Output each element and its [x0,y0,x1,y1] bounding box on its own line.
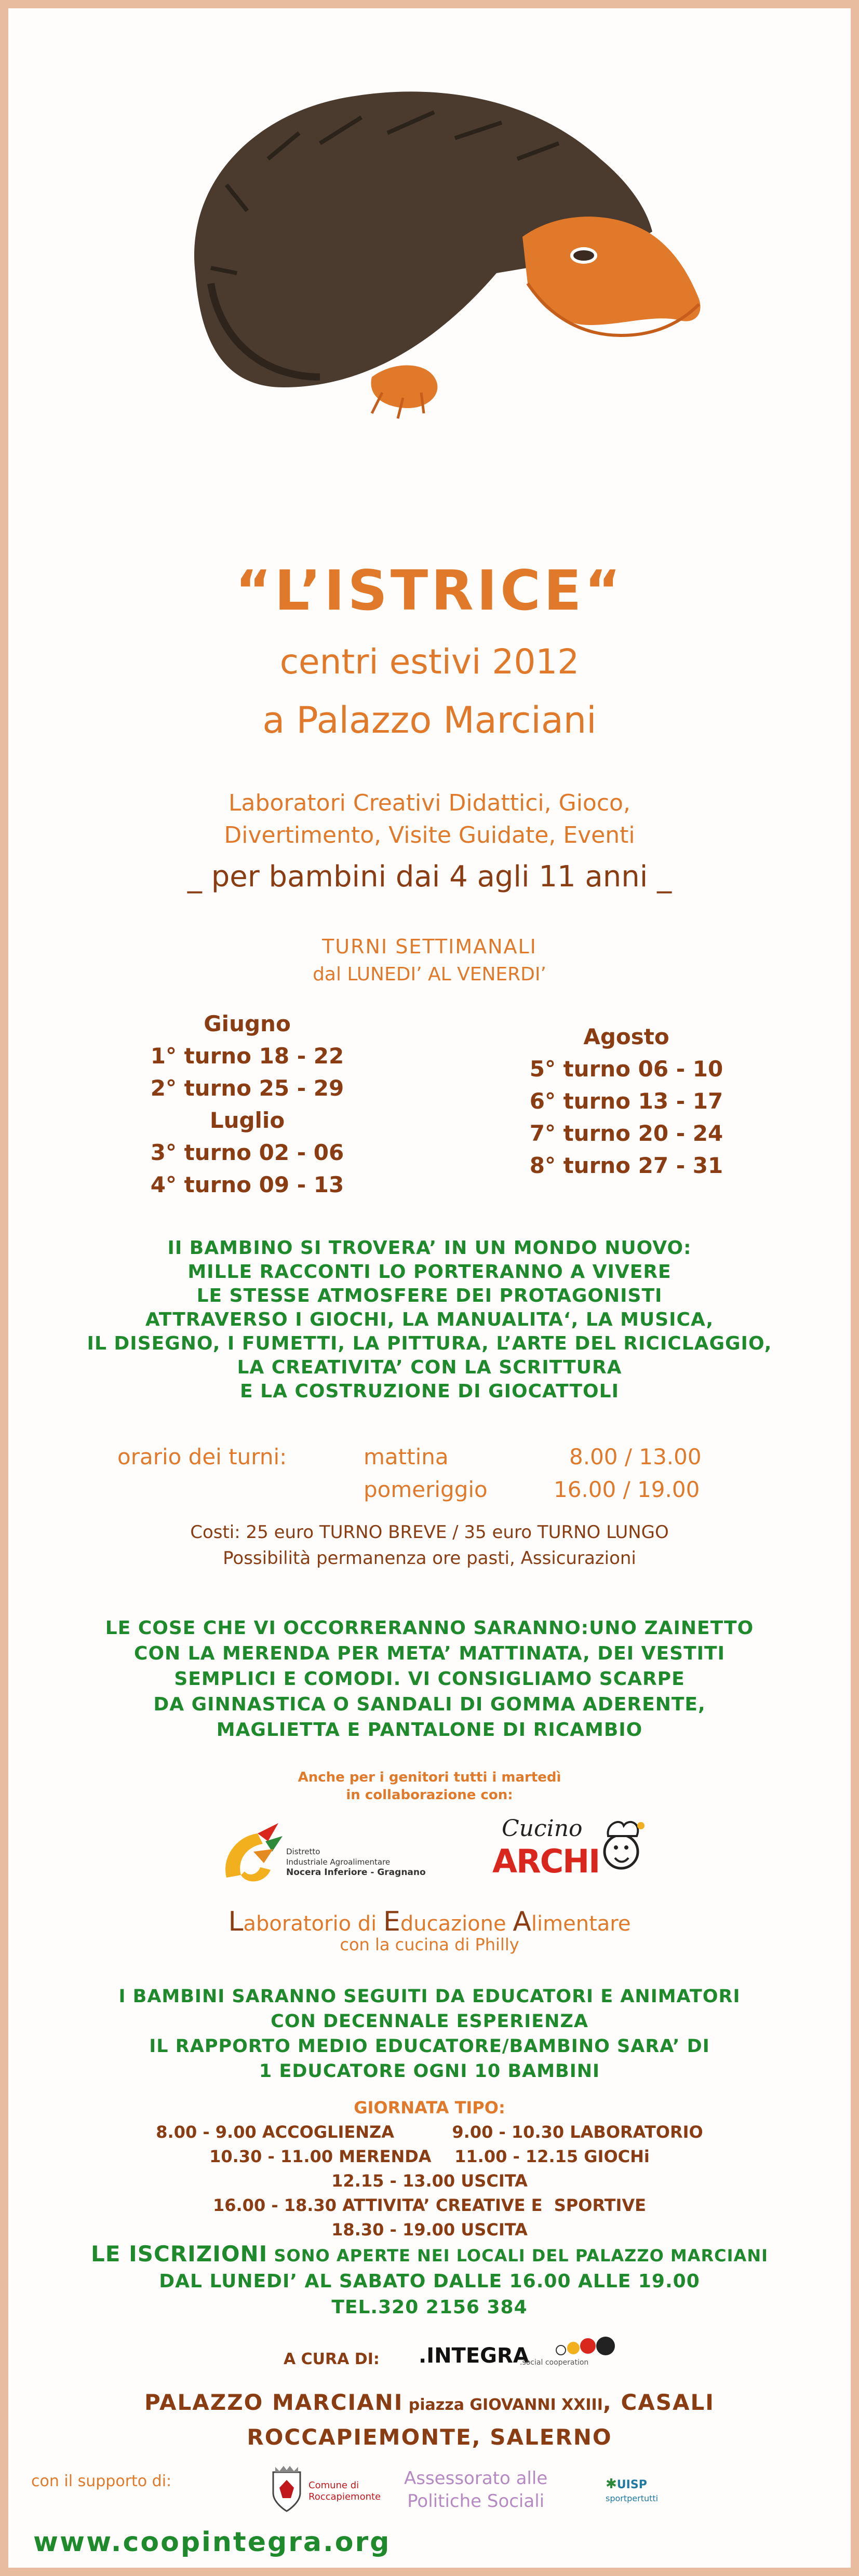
integra-dots-icon [554,2335,626,2361]
lab-initial: A [513,1906,531,1937]
cose-line: MAGLIETTA E PANTALONE DI RICAMBIO [216,1719,643,1741]
iscrizioni-rest: SONO APERTE NEI LOCALI DEL PALAZZO MARCIANI [267,2246,768,2265]
orario-label: orario dei turni: [117,1444,287,1469]
cose-line: SEMPLICI E COMODI. VI CONSIGLIAMO SCARPE [174,1668,685,1690]
distretto-line: Industriale Agroalimentare [286,1857,391,1867]
genitori-line: in collaborazione con: [346,1787,513,1803]
laboratorio-title [8,1906,851,1937]
giornata-heading: GIORNATA TIPO: [354,2098,505,2118]
iscrizioni-line: DAL LUNEDI’ AL SABATO DALLE 16.00 ALLE 19.00 [159,2271,700,2292]
turni-right-column [491,1021,761,1182]
turni-item: 6° turno 13 - 17 [529,1088,723,1114]
palazzo-city: ROCCAPIEMONTE, SALERNO [247,2424,612,2450]
lab-initial: E [383,1906,400,1937]
mondo-line: E LA COSTRUZIONE DI GIOCATTOLI [240,1381,619,1402]
age-range: _ per bambini dai 4 agli 11 anni _ [187,860,672,894]
distretto-text [286,1846,426,1878]
turni-item: 8° turno 27 - 31 [529,1153,723,1178]
turni-item: 7° turno 20 - 24 [529,1121,723,1146]
mondo-line: IL DISEGNO, I FUMETTI, LA PITTURA, L’ARTE DEL RICICLAGGIO, [87,1333,772,1354]
mondo-text [8,1236,851,1404]
educatori-line: I BAMBINI SARANNO SEGUITI DA EDUCATORI E ANIMATORI [118,1986,741,2007]
cose-line: CON LA MERENDA PER META’ MATTINATA, DEI VESTITI [134,1643,725,1664]
iscrizioni-line [8,2241,851,2269]
educatori-text [8,1984,851,2084]
turni-item: Giugno [204,1011,291,1036]
palazzo-name: PALAZZO MARCIANI [144,2390,404,2415]
cose-line: LE COSE CHE VI OCCORRERANNO SARANNO:UNO ZAINETTO [105,1617,754,1639]
uisp-mark-icon: ✱ [606,2476,617,2492]
lab-word: ducazione [400,1912,513,1936]
distretto-line: Distretto [286,1847,320,1856]
educatori-line: IL RAPPORTO MEDIO EDUCATORE/BAMBINO SARA’ DI [149,2036,710,2057]
giornata-line: 12.15 - 13.00 USCITA [331,2171,528,2191]
palazzo-street: piazza GIOVANNI XXIII [403,2396,603,2414]
turni-item: 1° turno 18 - 22 [150,1043,344,1069]
turni-item: 3° turno 02 - 06 [150,1140,344,1165]
cucino-archi-logo [491,1810,647,1893]
giornata-line: 8.00 - 9.00 ACCOGLIENZA 9.00 - 10.30 LABORATORIO [156,2122,703,2142]
assessorato-line: Assessorato alle [404,2468,548,2489]
palazzo-town: , CASALI [602,2390,715,2415]
subtitle-text: centri estivi [279,642,481,682]
costi-line: Costi: 25 euro TURNO BREVE / 35 euro TURNO LUNGO [190,1522,669,1543]
uisp-logo [606,2477,658,2505]
comune-text [308,2480,381,2503]
intro-text [8,787,851,852]
giornata-line: 18.30 - 19.00 USCITA [331,2220,528,2240]
mondo-line: ATTRAVERSO I GIOCHI, LA MANUALITA‘, LA MUSICA, [145,1309,714,1330]
cose-line: DA GINNASTICA O SANDALI DI GOMMA ADERENTE, [153,1694,706,1715]
a-cura-label: A CURA DI: [284,2350,380,2368]
location-title: a Palazzo Marciani [262,699,597,741]
supporto-label: con il supporto di: [31,2472,172,2490]
turni-item: 4° turno 09 - 13 [150,1172,344,1197]
page-title: “L’ISTRICE“ [235,559,624,623]
intro-line: Laboratori Creativi Didattici, Gioco, [229,790,630,816]
turni-heading: TURNI SETTIMANALI [322,935,537,958]
integra-subtitle: .social cooperation [520,2358,589,2367]
subtitle [8,642,851,682]
pomeriggio-label: pomeriggio [364,1477,488,1502]
turni-item: Luglio [209,1108,285,1133]
pomeriggio-time: 16.00 / 19.00 [554,1477,700,1502]
assessorato-line: Politiche Sociali [407,2491,545,2512]
turni-left-column [112,1008,382,1201]
distretto-logo-icon [216,1820,284,1893]
turni-item: 2° turno 25 - 29 [150,1075,344,1101]
year: 2012 [492,642,580,682]
comune-line: Comune di [308,2480,359,2491]
website-link[interactable]: www.coopintegra.org [33,2527,391,2558]
educatori-line: CON DECENNALE ESPERIENZA [271,2011,588,2032]
uisp-subtitle: sportpertutti [606,2493,659,2503]
giornata-line: 10.30 - 11.00 MERENDA 11.00 - 12.15 GIOCHi [209,2147,650,2166]
cose-text [8,1615,851,1743]
mattina-label: mattina [364,1444,449,1469]
mondo-line: LE STESSE ATMOSFERE DEI PROTAGONISTI [196,1285,663,1306]
hedgehog-illustration [164,55,735,470]
mattina-time: 8.00 / 13.00 [569,1444,702,1469]
integra-logo-text: .INTEGRA [419,2344,529,2368]
giornata-tipo [8,2096,851,2242]
palazzo-address [8,2386,851,2453]
genitori-line: Anche per i genitori tutti i martedì [298,1770,561,1785]
mondo-line: MILLE RACCONTI LO PORTERANNO A VIVERE [187,1261,672,1283]
uisp-name: UISP [616,2478,647,2491]
comune-crest-icon [268,2462,305,2514]
palazzo-line [8,2386,851,2421]
costi-line: Possibilità permanenza ore pasti, Assicurazioni [223,1548,636,1569]
educatori-line: 1 EDUCATORE OGNI 10 BAMBINI [259,2061,600,2082]
genitori-text [8,1769,851,1804]
poster [8,8,851,2568]
giornata-line: 16.00 - 18.30 ATTIVITA’ CREATIVE E SPORTIVE [212,2195,647,2215]
lab-word: di [357,1912,383,1936]
mondo-line: LA CREATIVITA’ CON LA SCRITTURA [237,1357,622,1378]
lab-word: aboratorio [243,1912,358,1936]
telephone: TEL.320 2156 384 [331,2297,528,2318]
uisp-line [606,2477,658,2492]
distretto-logo [216,1820,434,1893]
mondo-line: II BAMBINO SI TROVERA’ IN UN MONDO NUOVO: [167,1237,692,1259]
assessorato-text [404,2467,547,2513]
iscrizioni-lead: LE ISCRIZIONI [91,2241,268,2267]
turni-subheading: dal LUNEDI’ AL VENERDI’ [313,964,546,985]
comune-line: Roccapiemonte [308,2491,381,2502]
chef-icon [600,1815,647,1888]
costi-text [8,1519,851,1571]
turni-item: 5° turno 06 - 10 [529,1056,723,1082]
lab-word: limentare [531,1912,631,1936]
archi-text: ARCHI [492,1842,600,1880]
intro-line: Divertimento, Visite Guidate, Eventi [224,822,635,848]
turni-item: Agosto [583,1024,669,1049]
distretto-line: Nocera Inferiore - Gragnano [286,1867,426,1878]
iscrizioni-text [8,2241,851,2321]
lab-initial: L [228,1906,244,1937]
cucina-text: con la cucina di Philly [340,1935,519,1954]
cucino-text: Cucino [502,1815,583,1842]
